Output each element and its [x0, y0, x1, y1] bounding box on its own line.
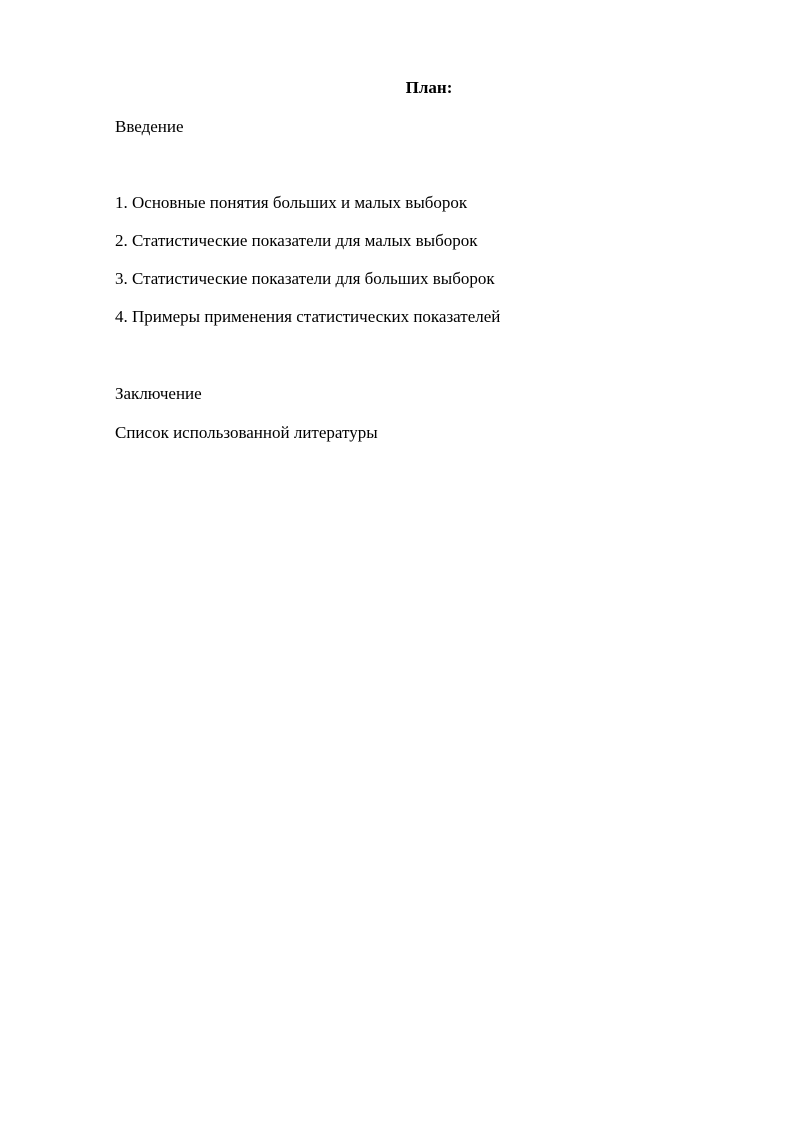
toc-item-2: 2. Статистические показатели для малых выборок: [115, 231, 478, 250]
toc-conclusion: Заключение: [115, 384, 202, 403]
toc-intro: Введение: [115, 117, 184, 136]
toc-item-3: 3. Статистические показатели для больших выборок: [115, 269, 495, 288]
toc-item-1: 1. Основные понятия больших и малых выборок: [115, 193, 468, 212]
page-title: План:: [405, 78, 453, 97]
toc-references: Список использованной литературы: [115, 423, 378, 442]
toc-item-4: 4. Примеры применения статистических показателей: [115, 307, 501, 326]
